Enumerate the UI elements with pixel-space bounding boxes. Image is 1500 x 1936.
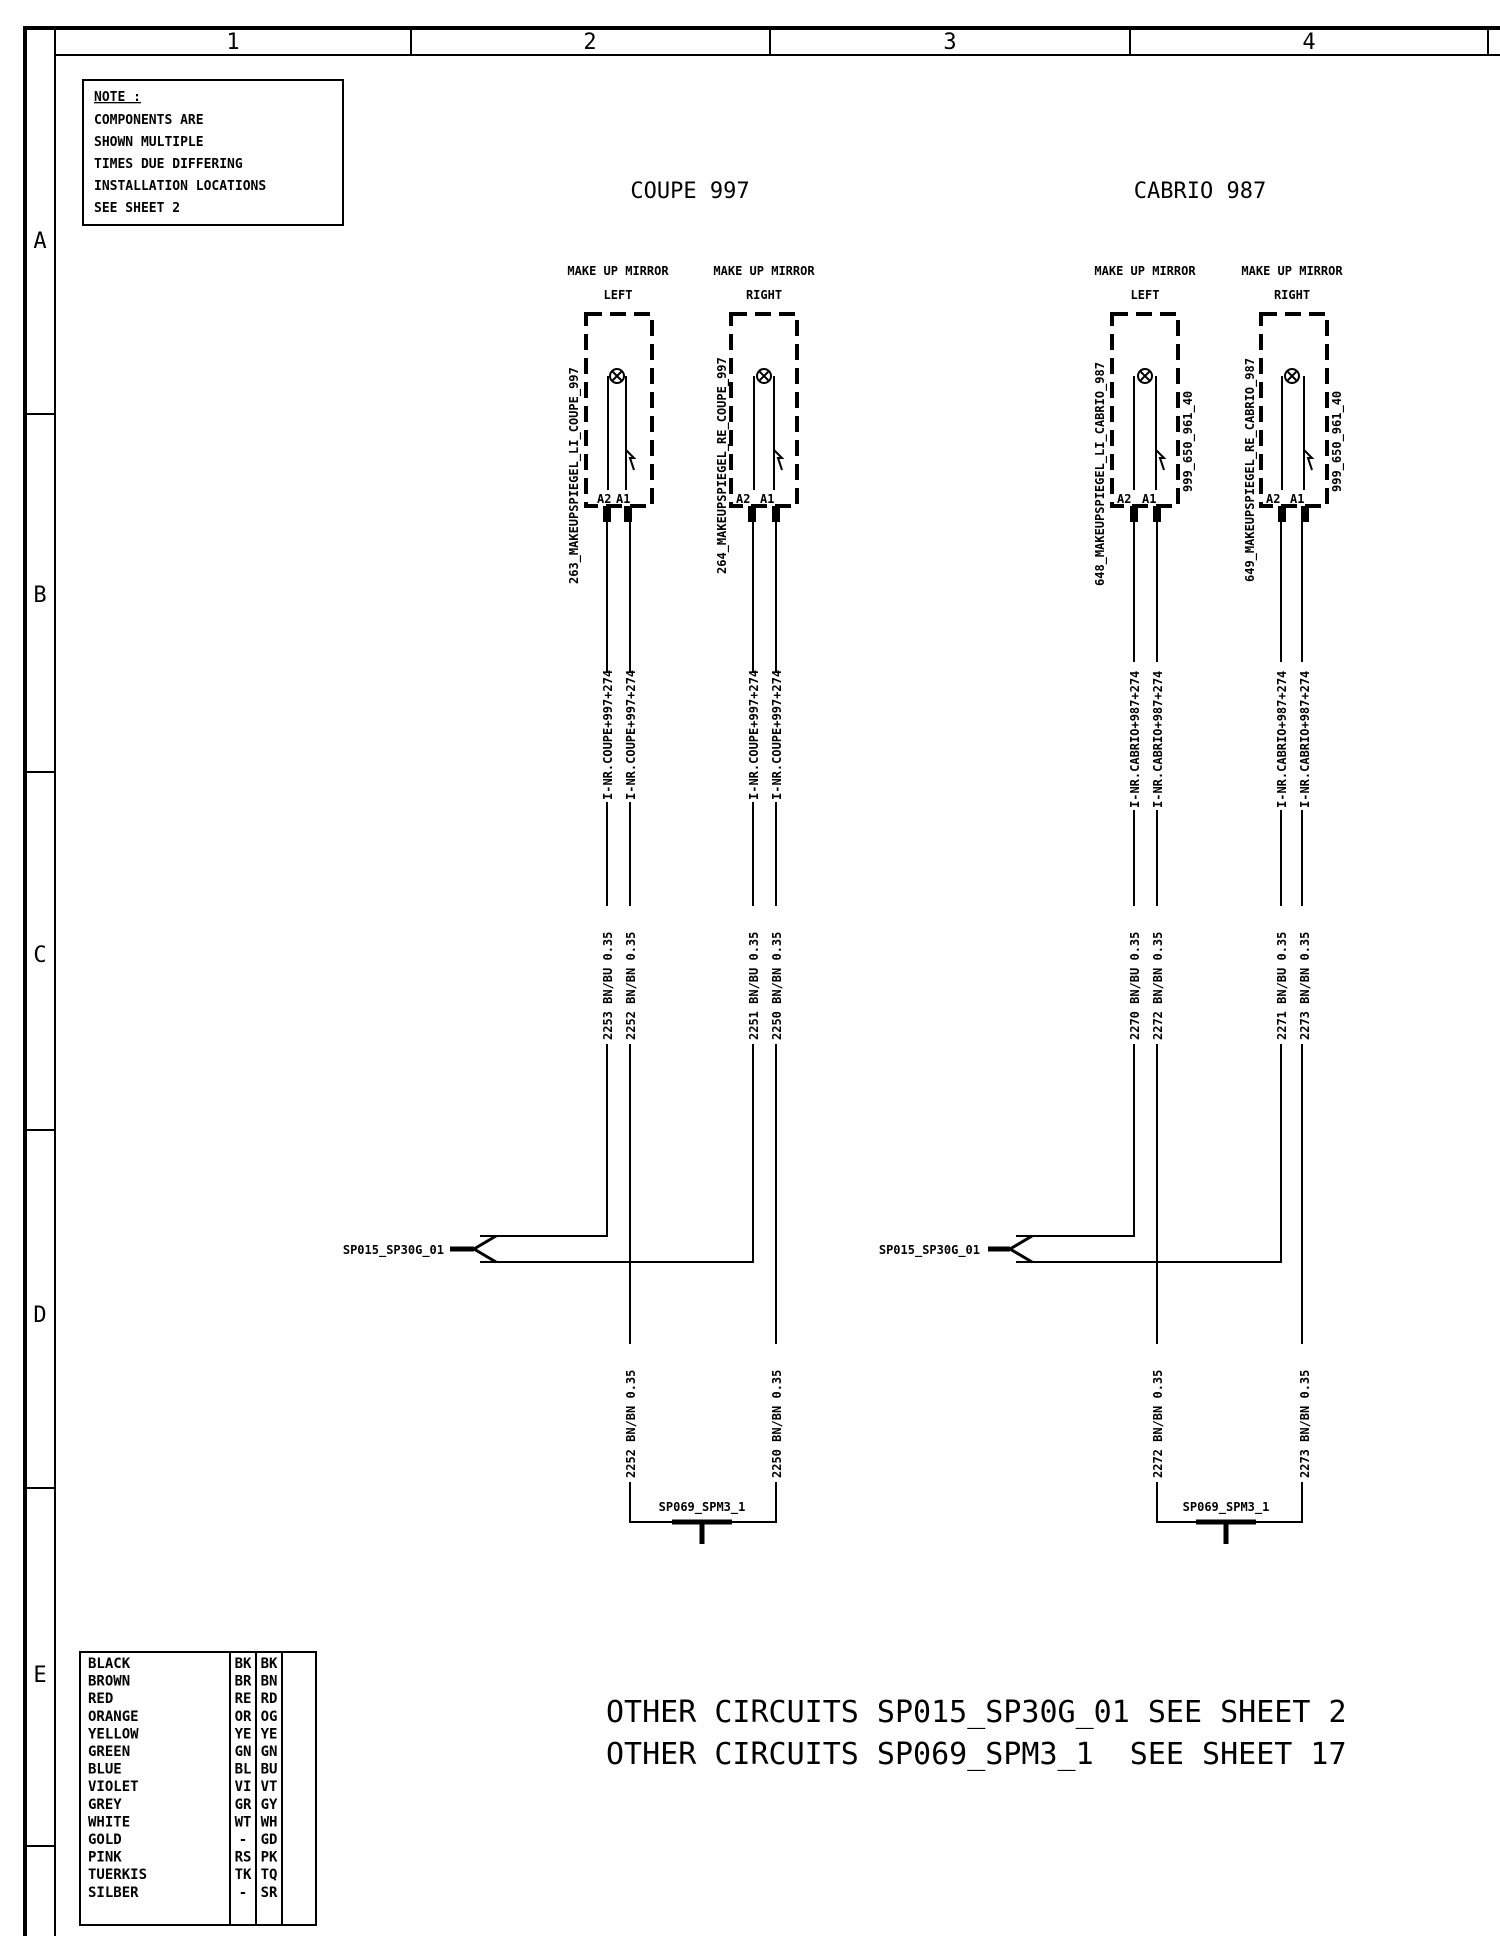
legend-name-cell: RED xyxy=(88,1691,114,1708)
legend-de-cell: GR xyxy=(234,1796,252,1813)
component-part-number: 999_650_961_40 xyxy=(1181,390,1195,492)
color-legend xyxy=(80,1652,316,1925)
grid-col-4: 4 xyxy=(1302,30,1316,55)
wire-2271 xyxy=(1016,522,1281,1262)
legend-en-cell: BU xyxy=(260,1761,278,1778)
lamp-cross-icon xyxy=(1140,371,1150,381)
wire-inr-label: I-NR.COUPE+997+274 xyxy=(624,669,638,800)
pin-label-a2: A2 xyxy=(1117,492,1132,506)
component-box-cabrio-right xyxy=(1261,314,1327,522)
component-name-line1: MAKE UP MIRROR xyxy=(567,264,669,278)
legend-name-cell: YELLOW xyxy=(88,1726,139,1743)
grid-row-b: B xyxy=(33,583,47,608)
grid-row-e: E xyxy=(33,1663,47,1688)
wire-spec-label: 2251 BN/BU 0.35 xyxy=(747,931,761,1040)
splice-connector-sp069-coupe xyxy=(640,1496,764,1544)
switch-icon xyxy=(774,450,782,470)
wire-spec-label: 2252 BN/BN 0.35 xyxy=(624,931,638,1040)
legend-en-cell: GN xyxy=(260,1744,278,1760)
wire-spec-label-lower: 2272 BN/BN 0.35 xyxy=(1151,1369,1165,1478)
wire-inr-label: I-NR.CABRIO+987+274 xyxy=(1298,670,1312,808)
lamp-cross-icon xyxy=(1287,371,1297,381)
legend-name-cell: WHITE xyxy=(88,1814,131,1831)
legend-en-cell: PK xyxy=(260,1849,278,1866)
legend-name-cell: PINK xyxy=(88,1849,122,1866)
component-name-line2: RIGHT xyxy=(1273,288,1311,302)
legend-de-cell: BK xyxy=(234,1656,252,1672)
legend-de-cell: OR xyxy=(234,1708,252,1725)
pin-label-a2: A2 xyxy=(1266,492,1281,506)
legend-de-cell: WT xyxy=(234,1814,252,1831)
wire-2253 xyxy=(480,522,607,1236)
wire-spec-label: 2273 BN/BN 0.35 xyxy=(1298,931,1312,1040)
legend-en-cell: GY xyxy=(260,1796,278,1813)
wire-inr-label: I-NR.CABRIO+987+274 xyxy=(1275,670,1289,808)
footer-note: OTHER CIRCUITS SP015_SP30G_01 SEE SHEET 2 xyxy=(606,1695,1347,1730)
legend-en-cell: WH xyxy=(260,1814,278,1831)
legend-de-cell: TK xyxy=(234,1867,252,1884)
wire-spec-label: 2272 BN/BN 0.35 xyxy=(1151,931,1165,1040)
footer-note: OTHER CIRCUITS SP069_SPM3_1 SEE SHEET 17 xyxy=(606,1737,1347,1772)
legend-name-cell: SILBER xyxy=(88,1884,139,1901)
splice-connector-sp015-cabrio xyxy=(879,1236,1032,1262)
pin-label-a2: A2 xyxy=(597,492,612,506)
wire-inr-label: I-NR.CABRIO+987+274 xyxy=(1151,670,1165,808)
legend-en-cell: BK xyxy=(260,1656,278,1672)
legend-en-cell: GD xyxy=(260,1832,278,1848)
wire-spec-label-lower: 2273 BN/BN 0.35 xyxy=(1298,1369,1312,1478)
pin-label-a2: A2 xyxy=(736,492,751,506)
component-name-line1: MAKE UP MIRROR xyxy=(1241,264,1343,278)
lamp-cross-icon xyxy=(612,371,622,381)
splice-label: SP069_SPM3_1 xyxy=(1182,1500,1270,1514)
legend-en-cell: SR xyxy=(260,1884,278,1901)
splice-connector-sp015-coupe xyxy=(343,1236,496,1262)
wire-2251 xyxy=(480,522,753,1262)
component-id-label: 648_MAKEUPSPIEGEL_LI_CABRIO_987 xyxy=(1093,362,1107,586)
splice-connector-sp069-cabrio xyxy=(1164,1496,1288,1544)
legend-en-cell: BN xyxy=(260,1673,278,1690)
component-name-line2: RIGHT xyxy=(745,288,783,302)
note-line: SHOWN MULTIPLE xyxy=(94,135,204,150)
legend-de-cell: GN xyxy=(234,1744,252,1760)
note-line: TIMES DUE DIFFERING xyxy=(94,157,243,172)
wire-2270 xyxy=(1016,522,1134,1236)
grid-row-c: C xyxy=(33,943,47,968)
legend-name-cell: GREEN xyxy=(88,1744,131,1760)
note-title: NOTE : xyxy=(94,90,141,105)
note-box xyxy=(83,80,343,225)
splice-label: SP069_SPM3_1 xyxy=(658,1500,746,1514)
grid-row-d: D xyxy=(33,1303,47,1328)
switch-icon xyxy=(1304,450,1312,470)
legend-name-cell: BLUE xyxy=(88,1761,122,1778)
pin-label-a1: A1 xyxy=(1142,492,1157,506)
legend-name-cell: BROWN xyxy=(88,1673,131,1690)
component-name-line1: MAKE UP MIRROR xyxy=(713,264,815,278)
component-name-line1: MAKE UP MIRROR xyxy=(1094,264,1196,278)
legend-de-cell: BR xyxy=(234,1673,252,1690)
pin-label-a1: A1 xyxy=(1290,492,1305,506)
component-id-label: 264_MAKEUPSPIEGEL_RE_COUPE_997 xyxy=(715,357,729,574)
component-name-line2: LEFT xyxy=(603,288,633,302)
legend-name-cell: BLACK xyxy=(88,1656,131,1672)
grid-col-1: 1 xyxy=(226,30,240,55)
note-line: COMPONENTS ARE xyxy=(94,113,204,128)
wire-spec-label: 2271 BN/BU 0.35 xyxy=(1275,931,1289,1040)
pin-label-a1: A1 xyxy=(760,492,775,506)
legend-en-cell: OG xyxy=(260,1708,278,1725)
legend-de-cell: BL xyxy=(234,1761,252,1778)
legend-en-cell: YE xyxy=(260,1726,278,1743)
note-line: SEE SHEET 2 xyxy=(94,201,181,216)
wire-inr-label: I-NR.COUPE+997+274 xyxy=(747,669,761,800)
switch-icon xyxy=(626,450,634,470)
legend-de-cell: RE xyxy=(234,1691,252,1708)
section-title-coupe: COUPE 997 xyxy=(630,179,750,204)
legend-name-cell: ORANGE xyxy=(88,1708,139,1725)
component-box-coupe-left xyxy=(586,314,652,522)
legend-name-cell: VIOLET xyxy=(88,1779,139,1796)
legend-name-cell: GREY xyxy=(88,1796,122,1813)
section-title-cabrio: CABRIO 987 xyxy=(1133,179,1267,204)
wire-spec-label: 2253 BN/BU 0.35 xyxy=(601,931,615,1040)
wire-inr-label: I-NR.COUPE+997+274 xyxy=(770,669,784,800)
legend-de-cell: YE xyxy=(234,1726,252,1743)
wire-spec-label-lower: 2252 BN/BN 0.35 xyxy=(624,1369,638,1478)
legend-de-cell: - xyxy=(238,1832,248,1848)
component-id-label: 649_MAKEUPSPIEGEL_RE_CABRIO_987 xyxy=(1243,358,1257,582)
splice-label: SP015_SP30G_01 xyxy=(342,1243,444,1257)
wire-inr-label: I-NR.CABRIO+987+274 xyxy=(1128,670,1142,808)
component-id-label: 263_MAKEUPSPIEGEL_LI_COUPE_997 xyxy=(567,367,581,584)
wire-spec-label: 2250 BN/BN 0.35 xyxy=(770,931,784,1040)
wire-spec-label-lower: 2250 BN/BN 0.35 xyxy=(770,1369,784,1478)
legend-name-cell: TUERKIS xyxy=(88,1867,148,1884)
splice-label: SP015_SP30G_01 xyxy=(878,1243,980,1257)
legend-name-cell: GOLD xyxy=(88,1832,122,1848)
component-box-coupe-right xyxy=(731,314,797,522)
component-part-number: 999_650_961_40 xyxy=(1330,390,1344,492)
note-line: INSTALLATION LOCATIONS xyxy=(94,179,267,194)
wire-spec-label: 2270 BN/BU 0.35 xyxy=(1128,931,1142,1040)
pin-label-a1: A1 xyxy=(616,492,631,506)
grid-col-2: 2 xyxy=(583,30,597,55)
legend-en-cell: VT xyxy=(260,1779,278,1796)
legend-de-cell: RS xyxy=(234,1849,252,1866)
component-name-line2: LEFT xyxy=(1130,288,1160,302)
wire-inr-label: I-NR.COUPE+997+274 xyxy=(601,669,615,800)
lamp-cross-icon xyxy=(759,371,769,381)
legend-de-cell: VI xyxy=(234,1779,252,1796)
switch-icon xyxy=(1156,450,1164,470)
grid-col-3: 3 xyxy=(943,30,957,55)
grid-row-a: A xyxy=(33,229,47,254)
legend-en-cell: TQ xyxy=(260,1867,278,1884)
legend-de-cell: - xyxy=(238,1884,248,1901)
wire-label-gaps xyxy=(600,662,1312,1482)
legend-en-cell: RD xyxy=(260,1691,278,1708)
component-box-cabrio-left xyxy=(1112,314,1178,522)
